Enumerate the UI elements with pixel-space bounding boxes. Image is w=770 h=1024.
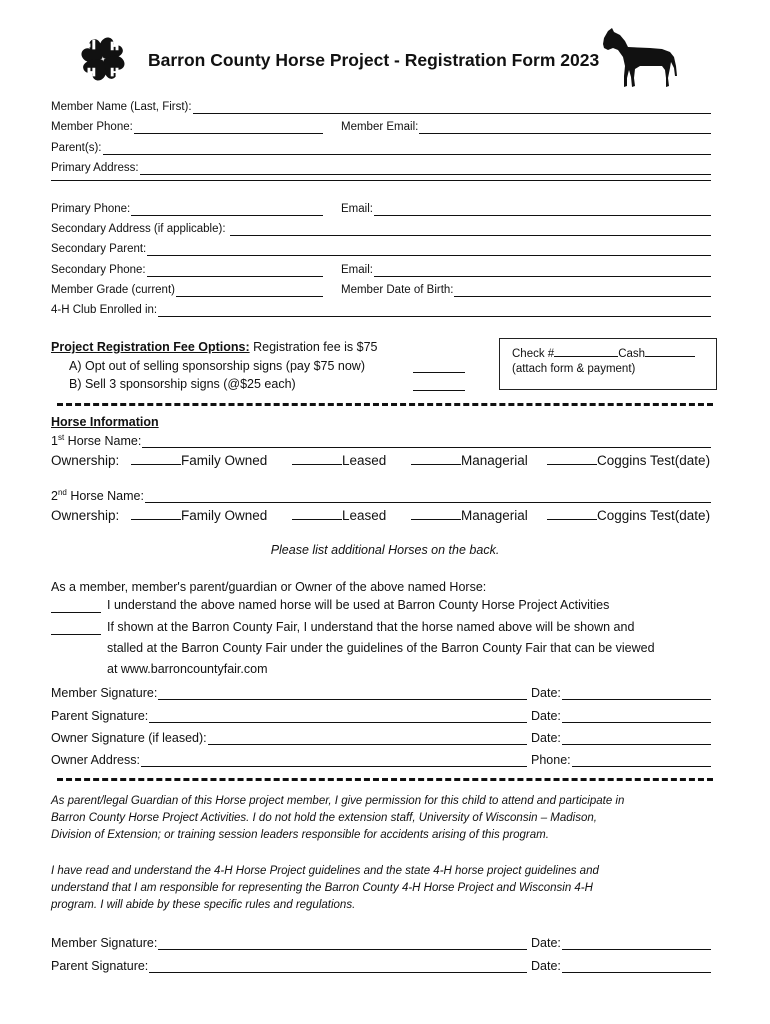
guidelines-line-2: understand that I am responsible for representing the Barron County 4-H Horse Project and Wisconsin 4-H bbox=[51, 882, 593, 894]
check-number-field[interactable] bbox=[554, 345, 618, 357]
horse-1-leased[interactable]: Leased bbox=[292, 452, 386, 468]
fee-option-a-field[interactable] bbox=[413, 372, 465, 373]
parents-label: Parent(s): bbox=[51, 142, 102, 154]
horse-2-ownership-row bbox=[51, 505, 716, 523]
horse-2-leased[interactable]: Leased bbox=[292, 507, 386, 523]
permission-line-2: Barron County Horse Project Activities. I do not hold the extension staff, University of Wisconsin – Madison, bbox=[51, 812, 597, 824]
secondary-address-row bbox=[51, 220, 711, 236]
acknowledgement-2-text-c: at www.barroncountyfair.com bbox=[107, 662, 268, 676]
horse-2-coggins[interactable]: Coggins Test(date) bbox=[547, 507, 710, 523]
horse-2-family-owned[interactable]: Family Owned bbox=[131, 507, 267, 523]
fee-section bbox=[51, 340, 378, 391]
member-dob-label: Member Date of Birth: bbox=[341, 284, 454, 296]
member-name-label: Member Name (Last, First): bbox=[51, 101, 192, 113]
member-name-field[interactable] bbox=[193, 100, 711, 114]
email-2-field[interactable] bbox=[374, 263, 711, 277]
parent-signature-row bbox=[51, 706, 711, 723]
parents-field[interactable] bbox=[103, 141, 712, 155]
member-date-label: Date: bbox=[531, 686, 561, 700]
acknowledgement-1-field[interactable] bbox=[51, 612, 101, 613]
fee-heading-rest: Registration fee is $75 bbox=[249, 340, 378, 354]
guidelines-line-1: I have read and understand the 4-H Horse Project guidelines and the state 4-H horse project guidelines and bbox=[51, 865, 599, 877]
member-dob-field[interactable] bbox=[454, 283, 711, 297]
email-1-field[interactable] bbox=[374, 202, 711, 216]
member-name-row bbox=[51, 98, 711, 114]
secondary-address-field[interactable] bbox=[230, 222, 711, 236]
section-divider-1 bbox=[57, 403, 713, 406]
primary-phone-label: Primary Phone: bbox=[51, 203, 131, 215]
parents-row bbox=[51, 139, 711, 155]
horse-1-ownership-row bbox=[51, 450, 716, 468]
permission-paragraph bbox=[51, 793, 726, 844]
fee-option-b-field[interactable] bbox=[413, 390, 465, 391]
owner-signature-label: Owner Signature (if leased): bbox=[51, 731, 207, 745]
permission-line-1: As parent/legal Guardian of this Horse project member, I give permission for this child to attend and participate in bbox=[51, 795, 625, 807]
horse-2-name-field[interactable] bbox=[145, 489, 711, 503]
fee-heading-title: Project Registration Fee Options: bbox=[51, 340, 250, 354]
secondary-phone-row bbox=[51, 261, 711, 277]
member-signature-field[interactable] bbox=[158, 686, 527, 700]
club-field[interactable] bbox=[158, 303, 711, 317]
acknowledgement-2-text-b: stalled at the Barron County Fair under the guidelines of the Barron County Fair that can be viewed bbox=[107, 641, 655, 655]
parent-signature-label: Parent Signature: bbox=[51, 709, 149, 723]
secondary-parent-label: Secondary Parent: bbox=[51, 243, 147, 255]
horse-2-ownership-label: Ownership: bbox=[51, 508, 120, 523]
owner-signature-row bbox=[51, 728, 711, 745]
guidelines-line-3: program. I will abide by these specific rules and regulations. bbox=[51, 899, 356, 911]
horse-2-managerial[interactable]: Managerial bbox=[411, 507, 528, 523]
owner-date-field[interactable] bbox=[562, 731, 711, 745]
email-2-label: Email: bbox=[341, 264, 373, 276]
parent-date-field[interactable] bbox=[562, 709, 711, 723]
form-title: Barron County Horse Project - Registration Form 2023 bbox=[148, 50, 600, 70]
final-member-signature-label: Member Signature: bbox=[51, 936, 158, 950]
horse-1-family-owned[interactable]: Family Owned bbox=[131, 452, 267, 468]
horse-1-name-label: 1st Horse Name: bbox=[51, 432, 142, 448]
horse-info-title: Horse Information bbox=[51, 415, 159, 429]
primary-phone-field[interactable] bbox=[131, 202, 323, 216]
final-member-date-field[interactable] bbox=[562, 936, 711, 950]
final-member-signature-row bbox=[51, 933, 711, 950]
final-parent-signature-label: Parent Signature: bbox=[51, 959, 149, 973]
additional-horses-note: Please list additional Horses on the back. bbox=[270, 543, 500, 557]
attach-note: (attach form & payment) bbox=[512, 363, 636, 375]
primary-address-label: Primary Address: bbox=[51, 162, 139, 174]
payment-check-cash-line bbox=[512, 345, 695, 360]
horse-silhouette-icon bbox=[598, 26, 680, 90]
final-parent-signature-field[interactable] bbox=[149, 959, 527, 973]
horse-1-coggins[interactable]: Coggins Test(date) bbox=[547, 452, 710, 468]
member-grade-row bbox=[51, 281, 711, 297]
cash-label: Cash bbox=[618, 348, 646, 360]
club-label: 4-H Club Enrolled in: bbox=[51, 304, 158, 316]
member-grade-label: Member Grade (current) bbox=[51, 284, 175, 296]
acknowledgement-2-text-a: If shown at the Barron County Fair, I understand that the horse named above will be shown and bbox=[107, 620, 635, 634]
fee-heading bbox=[51, 340, 378, 354]
owner-phone-label: Phone: bbox=[531, 753, 571, 767]
parent-date-label: Date: bbox=[531, 709, 561, 723]
guidelines-paragraph bbox=[51, 863, 726, 914]
owner-date-label: Date: bbox=[531, 731, 561, 745]
horse-1-managerial[interactable]: Managerial bbox=[411, 452, 528, 468]
permission-line-3: Division of Extension; or training session leaders responsible for accidents arising of this program. bbox=[51, 829, 549, 841]
member-phone-label: Member Phone: bbox=[51, 121, 133, 133]
cash-field[interactable] bbox=[645, 345, 695, 357]
final-parent-date-field[interactable] bbox=[562, 959, 711, 973]
member-signature-label: Member Signature: bbox=[51, 686, 158, 700]
horse-info-heading bbox=[51, 415, 159, 429]
check-label: Check # bbox=[512, 348, 555, 360]
member-phone-email-row bbox=[51, 118, 711, 134]
owner-address-row bbox=[51, 750, 711, 767]
horse-2-name-row bbox=[51, 487, 711, 503]
primary-address-field[interactable] bbox=[140, 161, 711, 175]
horse-2-name-label: 2nd Horse Name: bbox=[51, 487, 144, 503]
4h-clover-logo-icon bbox=[74, 30, 132, 88]
final-parent-signature-row bbox=[51, 956, 711, 973]
member-signature-row bbox=[51, 683, 711, 700]
secondary-phone-label: Secondary Phone: bbox=[51, 264, 146, 276]
owner-address-field[interactable] bbox=[141, 753, 527, 767]
acknowledgement-2-field[interactable] bbox=[51, 634, 101, 635]
final-member-date-label: Date: bbox=[531, 936, 561, 950]
payment-box bbox=[499, 338, 717, 390]
horse-1-ownership-label: Ownership: bbox=[51, 453, 120, 468]
section-divider-2 bbox=[57, 778, 713, 781]
primary-phone-row bbox=[51, 200, 711, 216]
member-phone-field[interactable] bbox=[134, 120, 323, 134]
owner-phone-field[interactable] bbox=[572, 753, 711, 767]
member-grade-field[interactable] bbox=[176, 283, 323, 297]
owner-signature-field[interactable] bbox=[208, 731, 527, 745]
horse-1-name-row bbox=[51, 432, 711, 448]
acknowledgement-intro: As a member, member's parent/guardian or Owner of the above named Horse: bbox=[51, 580, 487, 594]
secondary-phone-field[interactable] bbox=[147, 263, 323, 277]
primary-address-row bbox=[51, 159, 711, 175]
secondary-address-label: Secondary Address (if applicable): bbox=[51, 223, 226, 235]
final-member-signature-field[interactable] bbox=[158, 936, 527, 950]
fee-option-b: B) Sell 3 sponsorship signs (@$25 each) bbox=[69, 377, 296, 391]
fee-option-a: A) Opt out of selling sponsorship signs (pay $75 now) bbox=[69, 359, 365, 373]
primary-address-field-2[interactable] bbox=[51, 180, 711, 181]
parent-signature-field[interactable] bbox=[149, 709, 527, 723]
secondary-parent-field[interactable] bbox=[147, 242, 711, 256]
email-1-label: Email: bbox=[341, 203, 373, 215]
club-row bbox=[51, 301, 711, 317]
member-email-label: Member Email: bbox=[341, 121, 419, 133]
acknowledgement-1-text: I understand the above named horse will be used at Barron County Horse Project Activities bbox=[107, 598, 610, 612]
final-parent-date-label: Date: bbox=[531, 959, 561, 973]
owner-address-label: Owner Address: bbox=[51, 753, 140, 767]
secondary-parent-row bbox=[51, 240, 711, 256]
member-date-field[interactable] bbox=[562, 686, 711, 700]
member-email-field[interactable] bbox=[419, 120, 711, 134]
horse-1-name-field[interactable] bbox=[142, 434, 711, 448]
